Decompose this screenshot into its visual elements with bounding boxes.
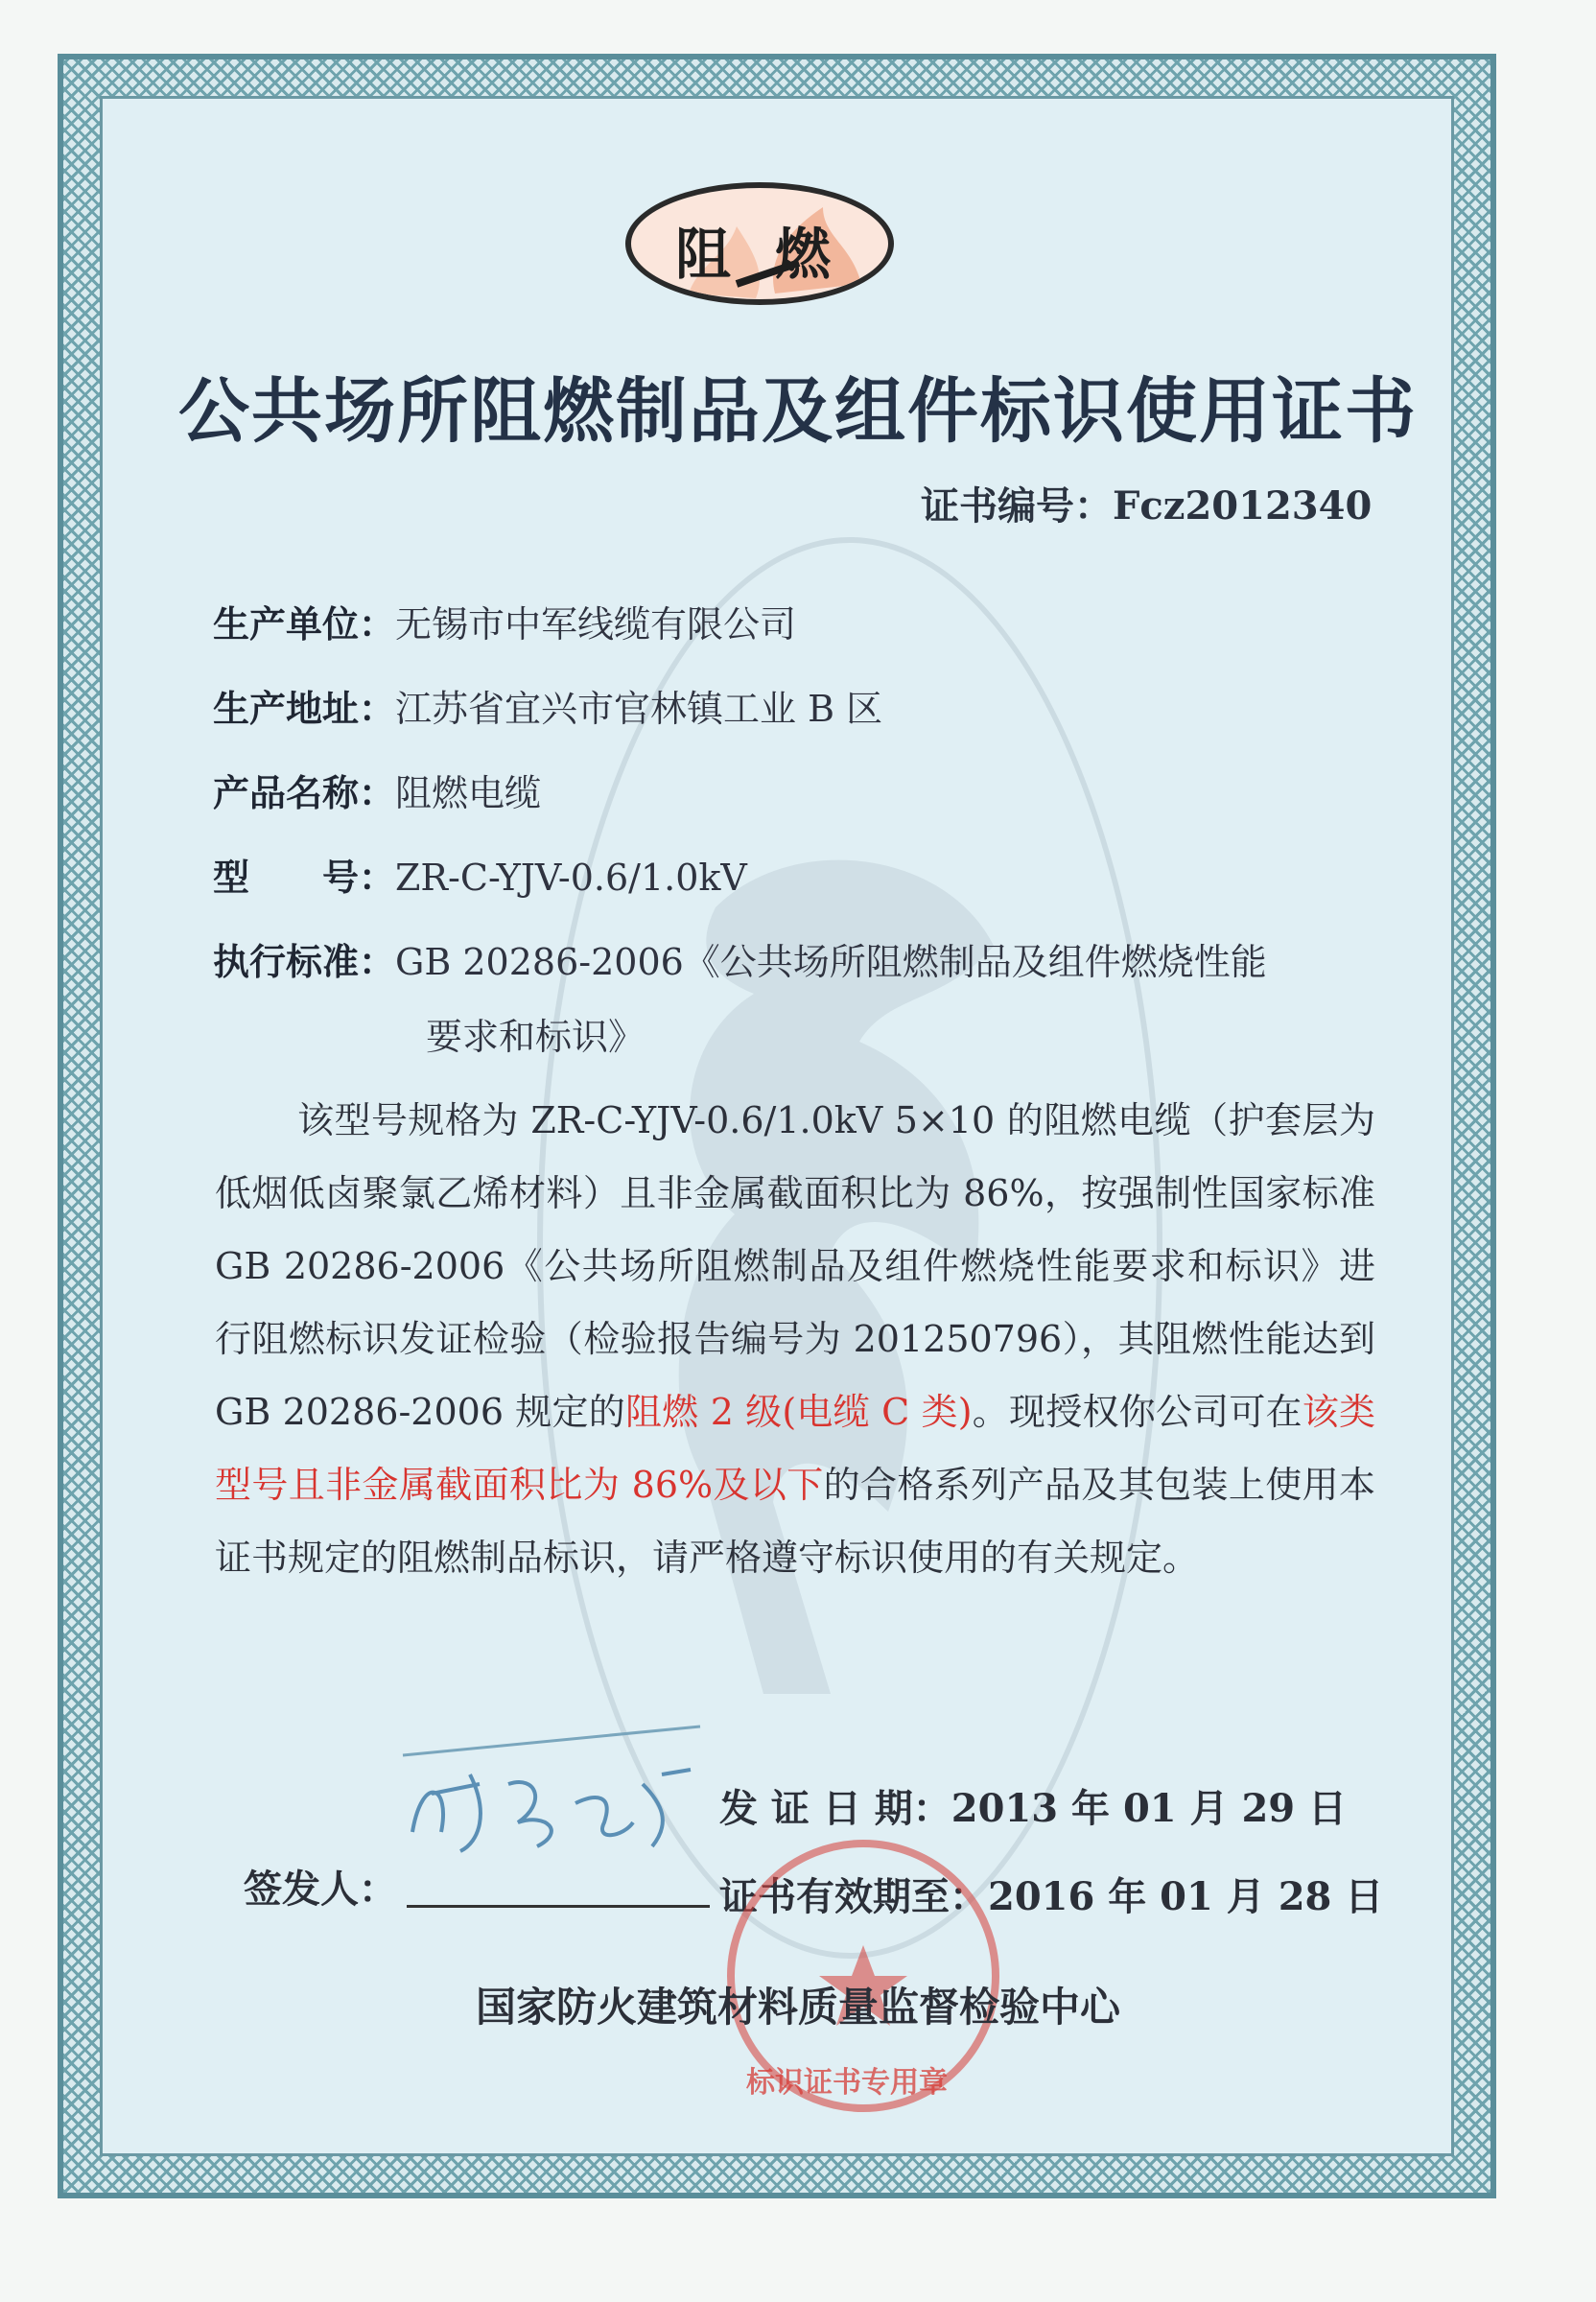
field-label: 生产单位：	[213, 603, 396, 646]
certificate-title: 公共场所阻燃制品及组件标识使用证书	[178, 370, 1418, 453]
issuer-signature-line	[407, 1905, 710, 1908]
statement-highlight-scope: 该类型号且非金属截面积比为 86%及以下	[215, 1391, 1375, 1506]
statement-highlight-grade: 阻燃 2 级(电缆 C 类)	[624, 1391, 973, 1433]
field-address	[213, 679, 882, 732]
field-value: ZR-C-YJV-0.6/1.0kV	[395, 857, 747, 899]
flame-retardant-logo	[625, 182, 894, 305]
field-label: 执行标准：	[213, 941, 396, 983]
field-value: 无锡市中军线缆有限公司	[395, 603, 797, 646]
field-label: 型 号：	[213, 857, 396, 899]
flame-icon	[631, 188, 894, 305]
field-value: 阻燃电缆	[395, 772, 542, 814]
issuer-label: 签发人：	[244, 1867, 397, 1912]
field-value: 江苏省宜兴市官林镇工业 B 区	[395, 688, 883, 730]
seal-label: 标识证书专用章	[746, 2066, 948, 2100]
statement-text-2: 。现授权你公司可在	[972, 1391, 1303, 1433]
certificate-statement	[215, 1084, 1375, 1594]
issuing-organization: 国家防火建筑材料质量监督检验中心	[475, 1984, 1120, 2031]
valid-until: 证书有效期至：2016 年 01 月 28 日	[719, 1874, 1384, 1919]
issue-date: 发 证 日 期：2013 年 01 月 29 日	[719, 1786, 1348, 1831]
field-value: GB 20286-2006《公共场所阻燃制品及组件燃烧性能	[395, 941, 1267, 983]
logo-char-2: 燃	[775, 222, 832, 287]
signature-mark	[384, 1717, 729, 1861]
field-label: 生产地址：	[213, 688, 396, 730]
statement-text-3: 的合格系列产品及其包装上使用本证书规定的阻燃制品标识，请严格遵守标识使用的有关规定。	[215, 1464, 1375, 1579]
field-value: 要求和标识》	[426, 1016, 645, 1058]
certificate-number: 证书编号：Fcz2012340	[921, 483, 1373, 529]
field-manufacturer	[213, 595, 796, 647]
logo-char-1: 阻	[675, 222, 732, 287]
field-standard-cont	[426, 1007, 645, 1060]
field-label: 产品名称：	[213, 772, 396, 814]
field-product-name	[213, 763, 541, 816]
field-model	[213, 848, 747, 901]
statement-text-1: 该型号规格为 ZR-C-YJV-0.6/1.0kV 5×10 的阻燃电缆（护套层为低烟低卤聚氯乙烯材料）且非金属截面积比为 86%，按强制性国家标准 GB 20286-2006《公共场所阻燃制品及组件燃烧性能要求和标识》进行阻燃标识发证检验（检验报告编号为 201250796），其阻燃性能达到 GB 20286-2006 规定的	[215, 1099, 1375, 1433]
field-standard	[213, 932, 1267, 985]
